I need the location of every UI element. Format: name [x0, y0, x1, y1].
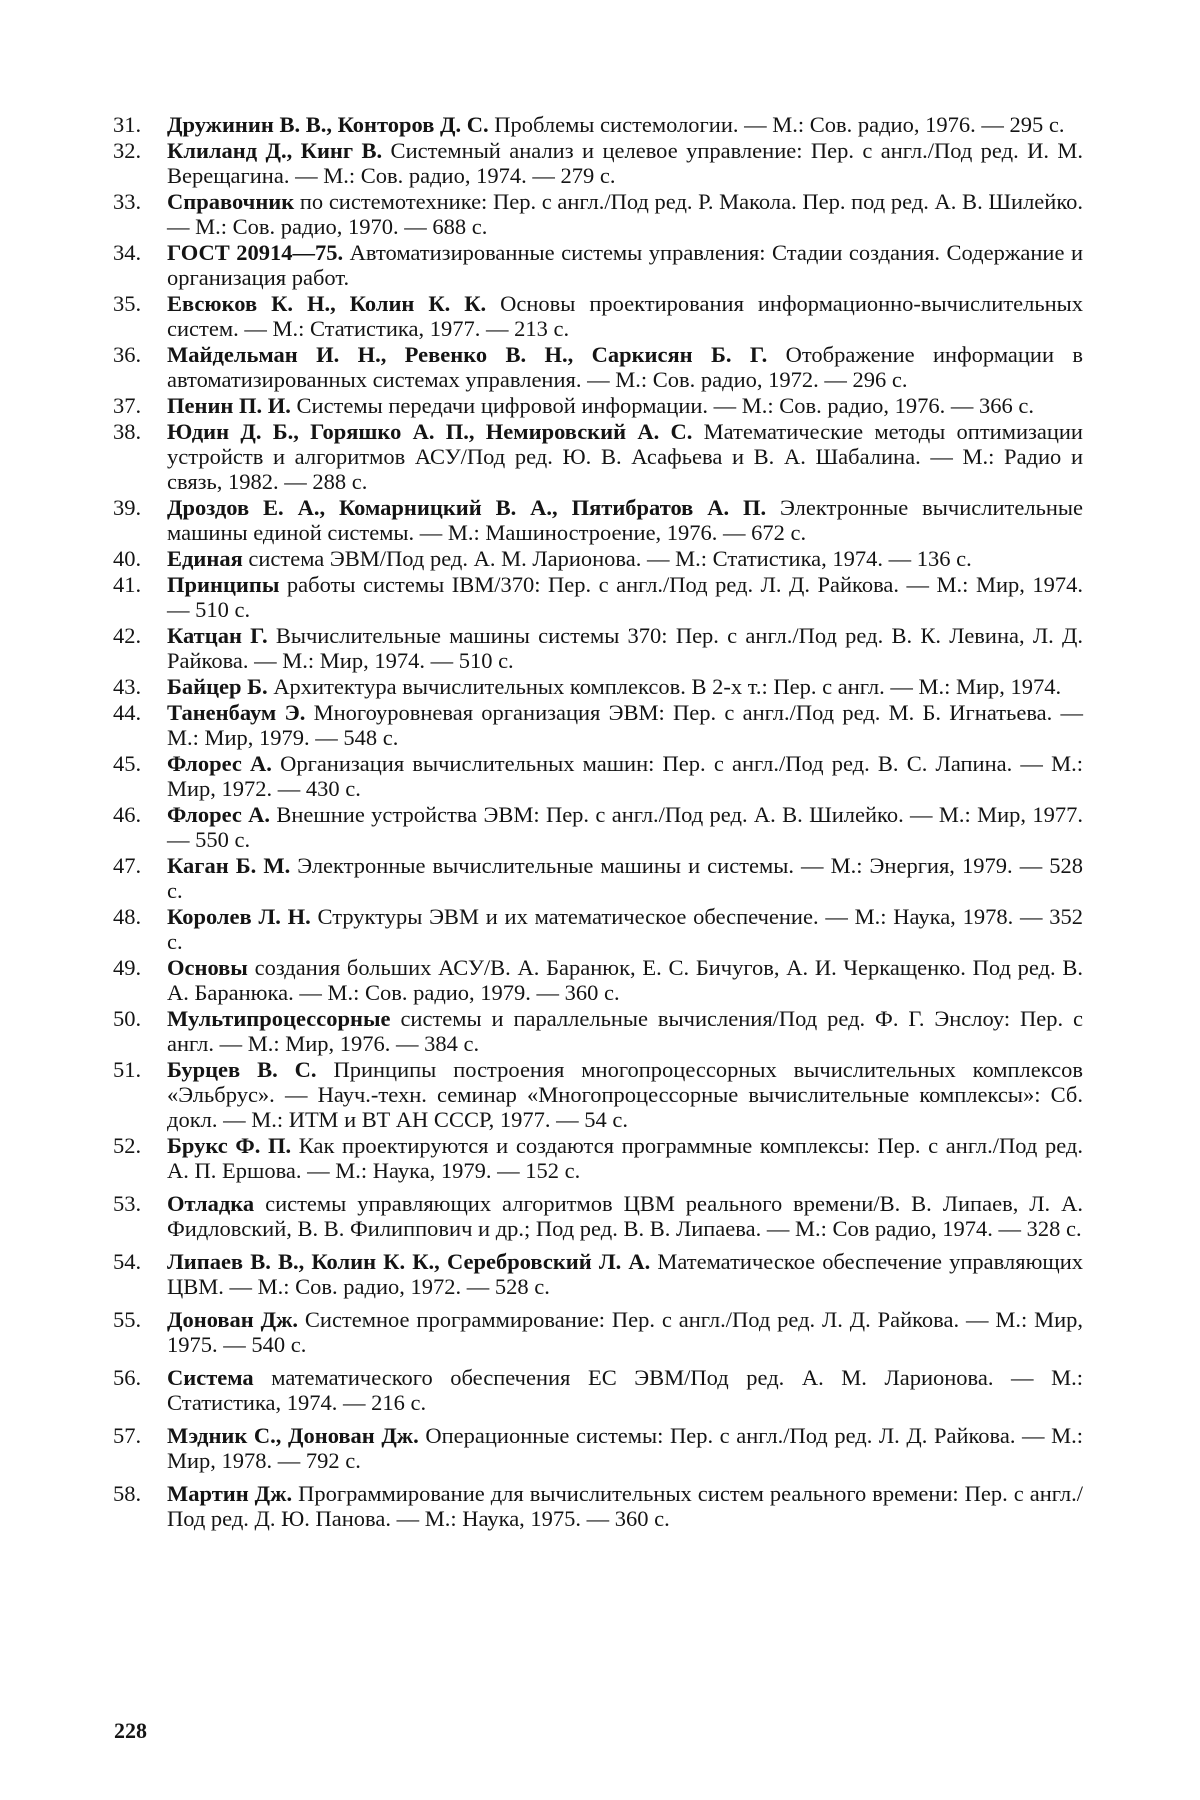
reference-author: Дружинин В. В., Конторов Д. С.: [167, 112, 489, 137]
reference-text: Программирование для вычислительных систем реального времени: Пер. с англ./Под ред. Д. Ю. Панова. — М.: Наука, 1975. — 360 с.: [167, 1481, 1083, 1531]
reference-number: 54.: [113, 1249, 142, 1274]
reference-text: Операционные системы: Пер. с англ./Под ред. Л. Д. Райкова. — М.: Мир, 1978. — 792 с.: [167, 1423, 1084, 1473]
reference-author: Донован Дж.: [167, 1307, 299, 1332]
reference-number: 40.: [113, 546, 142, 571]
reference-text: Математическое обеспечение управляющих ЦВМ. — М.: Сов. радио, 1972. — 528 с.: [167, 1249, 1083, 1299]
reference-author: Справочник: [167, 189, 295, 214]
reference-author: Принципы: [167, 572, 280, 597]
reference-author: Отладка: [167, 1191, 255, 1216]
reference-item: [0, 112, 1083, 137]
reference-number: 39.: [113, 495, 142, 520]
reference-item: [0, 904, 1083, 954]
reference-text: система ЭВМ/Под ред. А. М. Ларионова. — М.: Статистика, 1974. — 136 с.: [242, 546, 972, 571]
reference-text: Отображение информации в автоматизированных системах управления. — М.: Сов. радио, 1972. — 296 с.: [167, 342, 1083, 392]
reference-item: [0, 419, 1083, 494]
reference-text: Системный анализ и целевое управление: Пер. с англ./Под ред. И. М. Верещагина. — М.: Сов. радио, 1974. — 279 с.: [167, 138, 1083, 188]
reference-item: [0, 138, 1083, 188]
reference-author: Клиланд Д., Кинг В.: [167, 138, 383, 163]
reference-item: [0, 1365, 1083, 1415]
reference-number: 49.: [113, 955, 142, 980]
reference-text: системы и параллельные вычисления/Под ред. Ф. Г. Энслоу: Пер. с англ. — М.: Мир, 1976. — 384 с.: [167, 1006, 1083, 1056]
reference-item: [0, 674, 1083, 699]
reference-item: [0, 495, 1083, 545]
reference-author: Катцан Г.: [167, 623, 268, 648]
reference-item: [0, 1249, 1083, 1299]
reference-text: Автоматизированные системы управления: Стадии создания. Содержание и организация работ.: [167, 240, 1083, 290]
reference-text: Системы передачи цифровой информации. — М.: Сов. радио, 1976. — 366 с.: [290, 393, 1034, 418]
reference-number: 41.: [113, 572, 142, 597]
reference-author: Мартин Дж.: [167, 1481, 293, 1506]
reference-text: Архитектура вычислительных комплексов. В 2-х т.: Пер. с англ. — М.: Мир, 1974.: [267, 674, 1062, 699]
reference-author: Таненбаум Э.: [167, 700, 306, 725]
reference-author: Королев Л. Н.: [167, 904, 311, 929]
reference-item: [0, 1006, 1083, 1056]
reference-text: Электронные вычислительные машины единой системы. — М.: Машиностроение, 1976. — 672 с.: [167, 495, 1083, 545]
reference-number: 33.: [113, 189, 142, 214]
reference-item: [0, 751, 1083, 801]
reference-author: Дроздов Е. А., Комарницкий В. А., Пятибратов А. П.: [167, 495, 767, 520]
reference-item: [0, 240, 1083, 290]
reference-author: Мультипроцессорные: [167, 1006, 391, 1031]
reference-text: Математические методы оптимизации устройств и алгоритмов АСУ/Под ред. Ю. В. Асафьева и В. А. Шабалина. — М.: Радио и связь, 1982. — 288 с.: [167, 419, 1083, 494]
reference-item: [0, 623, 1083, 673]
reference-text: Организация вычислительных машин: Пер. с англ./Под ред. В. С. Лапина. — М.: Мир, 1972. — 430 с.: [167, 751, 1084, 801]
reference-author: Пенин П. И.: [167, 393, 291, 418]
reference-author: Байцер Б.: [167, 674, 268, 699]
reference-text: Вычислительные машины системы 370: Пер. с англ./Под ред. В. К. Левина, Л. Д. Райкова. — М.: Мир, 1974. — 510 с.: [167, 623, 1083, 673]
reference-number: 36.: [113, 342, 142, 367]
reference-item: [0, 393, 1083, 418]
reference-number: 50.: [113, 1006, 142, 1031]
reference-author: Бурцев В. С.: [167, 1057, 317, 1082]
reference-number: 56.: [113, 1365, 142, 1390]
reference-item: [0, 1191, 1083, 1241]
reference-author: Брукс Ф. П.: [167, 1133, 292, 1158]
reference-author: Каган Б. М.: [167, 853, 291, 878]
reference-number: 43.: [113, 674, 142, 699]
reference-author: Единая: [167, 546, 243, 571]
reference-number: 31.: [113, 112, 142, 137]
reference-number: 47.: [113, 853, 142, 878]
reference-number: 35.: [113, 291, 142, 316]
reference-item: [0, 955, 1083, 1005]
reference-author: Система: [167, 1365, 254, 1390]
reference-item: [0, 700, 1083, 750]
reference-author: Мэдник С., Донован Дж.: [167, 1423, 419, 1448]
reference-author: Флорес А.: [167, 802, 271, 827]
reference-text: Электронные вычислительные машины и системы. — М.: Энергия, 1979. — 528 с.: [167, 853, 1084, 903]
reference-item: [0, 342, 1083, 392]
reference-number: 37.: [113, 393, 142, 418]
reference-item: [0, 572, 1083, 622]
reference-item: [0, 1307, 1083, 1357]
page-number: 228: [114, 1718, 147, 1743]
reference-item: [0, 291, 1083, 341]
reference-text: Структуры ЭВМ и их математическое обеспечение. — М.: Наука, 1978. — 352 с.: [167, 904, 1083, 954]
reference-item: [0, 189, 1083, 239]
reference-text: создания больших АСУ/В. А. Баранюк, Е. С. Бичугов, А. И. Черкащенко. Под ред. В. А. Баранюка. — М.: Сов. радио, 1979. — 360 с.: [167, 955, 1083, 1005]
reference-text: Внешние устройства ЭВМ: Пер. с англ./Под ред. А. В. Шилейко. — М.: Мир, 1977. — 550 с.: [167, 802, 1083, 852]
reference-number: 45.: [113, 751, 142, 776]
reference-author: Юдин Д. Б., Горяшко А. П., Немировский А. С.: [167, 419, 693, 444]
reference-text: Многоуровневая организация ЭВМ: Пер. с англ./Под ред. М. Б. Игнатьева. — М.: Мир, 1979. — 548 с.: [167, 700, 1083, 750]
reference-number: 51.: [113, 1057, 142, 1082]
reference-item: [0, 1481, 1083, 1531]
reference-text: Основы проектирования информационно-вычислительных систем. — М.: Статистика, 1977. — 213 с.: [167, 291, 1083, 341]
reference-text: Как проектируются и создаются программные комплексы: Пер. с англ./Под ред. А. П. Ершова. — М.: Наука, 1979. — 152 с.: [167, 1133, 1083, 1183]
reference-text: работы системы IBM/370: Пер. с англ./Под ред. Л. Д. Райкова. — М.: Мир, 1974. — 510 с.: [167, 572, 1083, 622]
reference-number: 52.: [113, 1133, 142, 1158]
reference-text: системы управляющих алгоритмов ЦВМ реального времени/В. В. Липаев, Л. А. Фидловский, В. В. Филиппович и др.; Под ред. В. В. Липаева. — М.: Сов радио, 1974. — 328 с.: [167, 1191, 1083, 1241]
reference-number: 32.: [113, 138, 142, 163]
reference-number: 34.: [113, 240, 142, 265]
reference-number: 48.: [113, 904, 142, 929]
reference-author: Майдельман И. Н., Ревенко В. Н., Саркисян Б. Г.: [167, 342, 768, 367]
reference-number: 46.: [113, 802, 142, 827]
reference-number: 53.: [113, 1191, 142, 1216]
reference-text: Системное программирование: Пер. с англ./Под ред. Л. Д. Райкова. — М.: Мир, 1975. — 540 с.: [167, 1307, 1083, 1357]
reference-author: Евсюков К. Н., Колин К. К.: [167, 291, 487, 316]
reference-author: Флорес А.: [167, 751, 272, 776]
reference-author: Основы: [167, 955, 248, 980]
reference-item: [0, 546, 1083, 571]
reference-item: [0, 1423, 1083, 1473]
reference-number: 44.: [113, 700, 142, 725]
reference-item: [0, 1057, 1083, 1132]
reference-item: [0, 853, 1083, 903]
reference-text: Принципы построения многопроцессорных вычислительных комплексов «Эльбрус». — Науч.-техн. семинар «Многопроцессорные вычислительные комплексы»: Сб. докл. — М.: ИТМ и ВТ АН СССР, 1977. — 54 с.: [167, 1057, 1084, 1132]
reference-list: [0, 112, 1200, 1532]
reference-author: Липаев В. В., Колин К. К., Серебровский Л. А.: [167, 1249, 651, 1274]
reference-number: 58.: [113, 1481, 142, 1506]
reference-number: 38.: [113, 419, 142, 444]
reference-text: Проблемы системологии. — М.: Сов. радио, 1976. — 295 с.: [488, 112, 1065, 137]
reference-number: 57.: [113, 1423, 142, 1448]
reference-text: по системотехнике: Пер. с англ./Под ред. Р. Макола. Пер. под ред. А. В. Шилейко. — М.: Сов. радио, 1970. — 688 с.: [167, 189, 1083, 239]
reference-author: ГОСТ 20914—75.: [167, 240, 344, 265]
reference-number: 55.: [113, 1307, 142, 1332]
reference-number: 42.: [113, 623, 142, 648]
reference-item: [0, 1133, 1083, 1183]
reference-text: математического обеспечения ЕС ЭВМ/Под ред. А. М. Ларионова. — М.: Статистика, 1974. — 216 с.: [167, 1365, 1083, 1415]
reference-item: [0, 802, 1083, 852]
